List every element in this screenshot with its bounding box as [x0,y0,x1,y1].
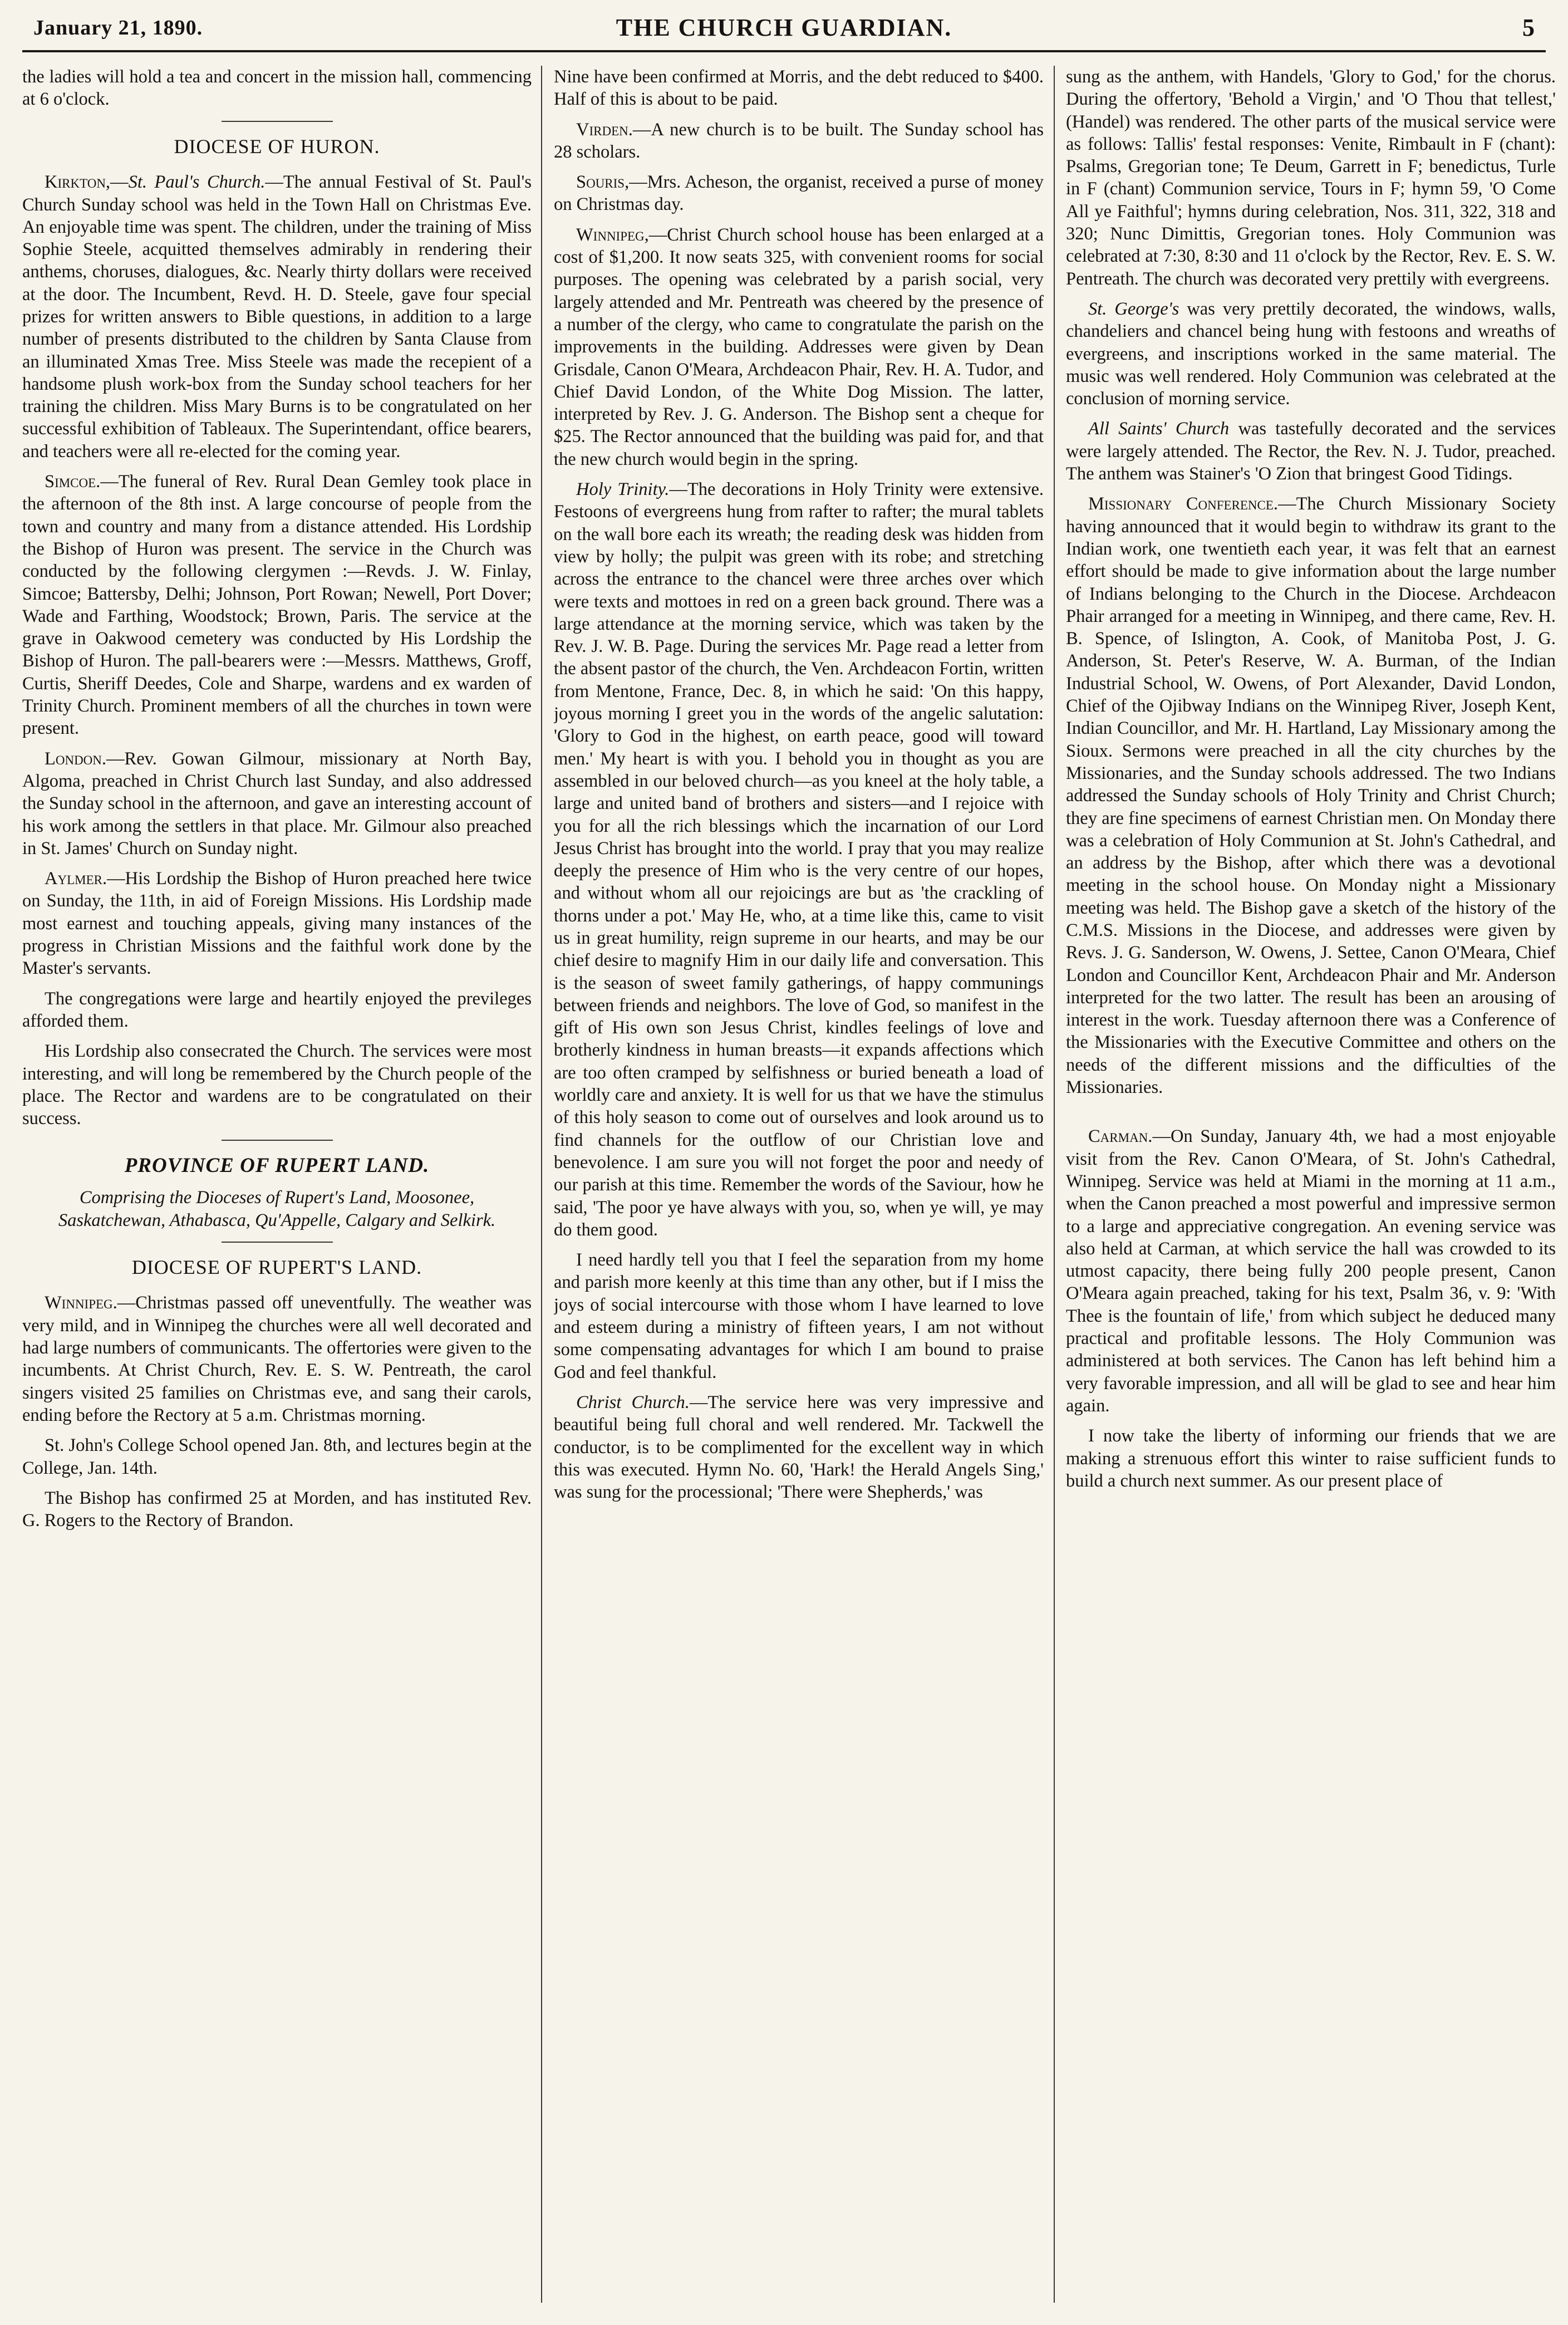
article-body: —Christ Church school house has been enlarged at a cost of $1,200. It now seats 325, with convenient rooms for social purposes. The opening was celebrated by a parish social, very largely attended and Mr. Pentreath was cheered by the presence of a number of the clergy, who came to congratulate the parish on the improvements in the building. Addresses were given by Dean Grisdale, Canon O'Meara, Archdeacon Phair, Rev. H. A. Tudor, and Chief David London, of the White Dog Mission. The latter, interpreted by Rev. J. G. Anderson. The Bishop sent a cheque for $25. The Rector announced that the building was paid for, and that the new church would begin in the spring. [554,224,1044,469]
article-paragraph: His Lordship also consecrated the Church. The services were most interesting, and will long be remembered by the Church people of the place. The Rector and wardens are to be congratulated on their success. [22,1041,532,1129]
place-lead: Aylmer. [45,869,107,889]
article-missionary-conference [1066,493,1556,1098]
article-paragraph: St. John's College School opened Jan. 8th, and lectures begin at the College, Jan. 14th. [22,1435,532,1478]
section-heading-huron: DIOCESE OF HURON. [174,135,380,158]
place-lead: Simcoe. [45,472,101,492]
church-name: Christ Church. [576,1392,690,1412]
place-lead: Souris, [576,172,630,193]
church-name: All Saints' Church [1088,419,1230,439]
column-gap [1066,1106,1556,1125]
church-name: Holy Trinity. [576,479,670,500]
article-paragraph: The Bishop has confirmed 25 at Morden, and has instituted Rev. G. Rogers to the Rectory of Brandon. [22,1488,532,1531]
column-2 [554,66,1044,2308]
column-rule [541,66,542,2303]
article-body: —The annual Festival of St. Paul's Church Sunday school was held in the Town Hall on Christmas Eve. An enjoyable time was spent. The children, under the training of Miss Sophie Steele, acquitted themselves admirably in rendering their anthems, choruses, dialogues, &c. Nearly thirty dollars were received at the door. The Incumbent, Revd. H. D. Steele, gave four special prizes for written answers to Bible questions, in addition to a large number of presents distributed to the children by Santa Clause from an illuminated Xmas Tree. Miss Steele was made the recepient of a handsome plush work-box from the Sunday school teachers for her training the children. Miss Mary Burns is to be congratulated on her successful exhibition of Tableaux. The Superintendant, office bearers, and teachers were all re-elected for the coming year. [22,172,532,462]
article-body: —His Lordship the Bishop of Huron preached here twice on Sunday, the 11th, in aid of Foreign Missions. His Lordship made most earnest and touching appeals, giving many instances of the progress in Christian Missions and the faithful work done by the Master's servants. [22,869,532,979]
place-lead: Winnipeg. [45,1293,117,1313]
article-body: was tastefully decorated and the services were largely attended. The Rector, the Rev. N. J. Tudor, preached. The anthem was Stainer's 'O Zion that bringest Good Tidings. [1066,419,1556,484]
article-body: —Christmas passed off uneventfully. The weather was very mild, and in Winnipeg the churches were all well decorated and had large numbers of communicants. The offertories were given to the incumbents. At Christ Church, Rev. E. S. W. Pentreath, the carol singers visited 25 families on Christmas eve, and sang their carols, ending before the Rectory at 5 a.m. Christmas morning. [22,1293,532,1425]
article-paragraph: I need hardly tell you that I feel the separation from my home and parish more keenly at this time than any other, but if I miss the joys of social intercourse with those whom I have learned to love and esteem during a ministry of fifteen years, I am not without some compensating advantages for which I am bound to praise God and feel thankful. [554,1250,1044,1382]
column-3 [1066,66,1556,2308]
section-heading-province: PROVINCE OF RUPERT LAND. [124,1154,430,1178]
article-body: —Rev. Gowan Gilmour, missionary at North Bay, Algoma, preached in Christ Church last Sunday, and also addressed the Sunday school in the afternoon, and gave an interesting account of his work among the settlers in that place. Mr. Gilmour also preached in St. James' Church on Sunday night. [22,748,532,859]
article-paragraph: The congregations were large and heartily enjoyed the previleges afforded them. [22,988,532,1031]
article-simcoe [22,470,532,740]
article-carman [1066,1125,1556,1417]
article-paragraph: sung as the anthem, with Handels, 'Glory to God,' for the chorus. During the offertory, 'Behold a Virgin,' and 'O Thou that tellest,' (Handel) was rendered. The other parts of the musical service were as follows: Tallis' festal responses: Venite, Rimbault in F (chant): Psalms, Gregorian tone; Te Deum, Garrett in F; benedictus, Turle in F (chant) Communion service, Tours in F; hymn 59, 'O Come All ye Faithful'; hymns during celebration, Nos. 311, 322, 318 and 320; Nunc Dimittis, Gregorian tones. Holy Communion was celebrated at 7:30, 8:30 and 11 o'clock by the Rector, Rev. E. S. W. Pentreath. The church was decorated very prettily with evergreens. [1066,67,1556,289]
article-body: —The service here was very impressive and beautiful being full choral and well rendered. Mr. Tackwell the conductor, is to be complimented for the excellent way in which this was executed. Hymn No. 60, 'Hark! the Herald Angels Sing,' was sung for the processional; 'There were Shepherds,' was [554,1392,1044,1503]
place-lead: Virden. [576,119,633,140]
article-paragraph: the ladies will hold a tea and concert in the mission hall, commencing at 6 o'clock. [22,67,532,110]
article-body: —On Sunday, January 4th, we had a most enjoyable visit from the Rev. Canon O'Meara, of St. John's Cathedral, Winnipeg. Service was held at Miami in the morning at 11 a.m., when the Canon preached a most powerful and impressive sermon to a large and appreciative congregation. An evening service was also held at Carman, at which service the hall was crowded to its utmost capacity, there being fully 200 people present, Canon O'Meara again preached, taking for his text, Psalm 36, v. 9: 'With Thee is the fountain of life,' from which subject he deduced many practical and profitable lessons. The Holy Communion was administered at both services. The Canon has left behind him a very favorable impression, and all will be glad to see and hear him again. [1066,1126,1556,1416]
article-paragraph: I now take the liberty of informing our friends that we are making a strenuous effort this winter to raise sufficient funds to build a church next summer. As our present place of [1066,1426,1556,1491]
article-body: —The decorations in Holy Trinity were extensive. Festoons of evergreens hung from rafter to rafter; the mural tablets on the wall bore each its wreath; the reading desk was hidden from view by holly; the pulpit was green with its robe; and stretching across the entrance to the chancel were three arches over which were texts and mottoes in red on a green back ground. There was a large attendance at the morning service, which was taken by the Rev. J. W. B. Page. During the services Mr. Page read a letter from the absent pastor of the church, the Ven. Archdeacon Fortin, written from Mentone, France, Dec. 8, in which he said: 'On this happy, joyous morning I greet you in the words of the angelic salutation: 'Glory to God in the highest, on earth peace, good will toward men.' My heart is with you. I behold you in thought as you are assembled in our beloved church—as you kneel at the holy table, a large and united band of brothers and sisters—and I rejoice with you for all the rich blessings which the incarnation of our Lord Jesus Christ has brought into the world. I pray that you may realize deeply the presence of Him who is the very centre of our hopes, and without whom all our rejoicings are but as 'the crackling of thorns under a pot.' May He, who, at a time like this, came to visit us in great humility, reign supreme in our hearts, and may be our chief desire to magnify Him in our daily life and conversation. This is the season of sweet family gatherings, of happy communings between friends and neighbors. The love of God, so manifest in the gift of His own son Jesus Christ, kindles feelings of love and brotherly kindness in human breasts—it expands affections which are too often cramped by selfishness or buried beneath a load of worldly care and anxiety. It is well for us that we have the stimulus of this holy season to come out of ourselves and look around us to find channels for the outflow of our Christian love and benevolence. I am sure you will not forget the poor and needy of our parish at this time. Remember the words of the Saviour, how he said, 'The poor ye have always with you, so, when ye will, ye may do them good. [554,479,1044,1240]
article-christ-church [554,1391,1044,1503]
column-1 [22,66,532,2308]
article-winnipeg [22,1292,532,1426]
page-header [22,6,1546,52]
place-lead: Missionary Conference. [1088,494,1279,514]
section-heading-ruperts-land: DIOCESE OF RUPERT'S LAND. [131,1255,422,1278]
column-rule [1054,66,1055,2303]
article-body: —The funeral of Rev. Rural Dean Gemley took place in the afternoon of the 8th inst. A large concourse of people from the town and country and many from a distance attended. His Lordship the Bishop of Huron was present. The service in the Church was conducted by the following clergymen :—Revds. J. W. Finlay, Simcoe; Battersby, Delhi; Johnson, Port Rowan; Newell, Port Dover; Wade and Farthing, Woodstock; Brown, Paris. The service at the grave in Oakwood cemetery was conducted by His Lordship the Bishop of Huron. The pall-bearers were :—Messrs. Matthews, Groff, Curtis, Sheriff Deedes, Cole and Sharpe, wardens and ex warden of Trinity Church. Prominent members of all the churches in town were present. [22,472,532,739]
church-name: St. Paul's Church. [128,172,266,193]
article-virden [554,119,1044,164]
place-lead: Carman. [1088,1126,1153,1147]
article-body: was very prettily decorated, the windows, walls, chandeliers and chancel being hung with festoons and wreaths of evergreens, and inscriptions worked in the same material. The music was well rendered. Holy Communion was celebrated at the conclusion of morning service. [1066,298,1556,409]
masthead-title: THE CHURCH GUARDIAN. [616,14,952,41]
article-body: —A new church is to be built. The Sunday school has 28 scholars. [554,119,1044,162]
church-name: St. George's [1088,298,1179,319]
article-body: —Mrs. Acheson, the organist, received a purse of money on Christmas day. [554,172,1044,215]
article-st-georges [1066,298,1556,410]
article-kirkton [22,171,532,463]
section-divider [222,121,333,122]
section-divider [222,1140,333,1141]
article-paragraph: Nine have been confirmed at Morris, and the debt reduced to $400. Half of this is about to be paid. [554,67,1044,110]
page-number: 5 [1522,14,1535,41]
issue-date: January 21, 1890. [33,16,203,40]
article-all-saints [1066,418,1556,485]
article-souris [554,171,1044,216]
place-lead: Winnipeg, [576,224,649,245]
province-subtitle: Comprising the Dioceses of Rupert's Land, Moosonee, Saskatchewan, Athabasca, Qu'Appelle, Calgary and Selkirk. [58,1188,496,1230]
place-lead: Kirkton,— [45,172,129,193]
article-london [22,748,532,860]
section-divider [222,1242,333,1243]
place-lead: London. [45,748,107,769]
article-holy-trinity [554,478,1044,1241]
article-body: —The Church Missionary Society having announced that it would begin to withdraw its grant to the Indian work, one twentieth each year, it was felt that an earnest effort should be made to give information about the large number of Indians belonging to the Church in the Diocese. Archdeacon Phair arranged for a meeting in Winnipeg, and there came, Rev. H. B. Spence, of Islington, A. Cook, of Manitoba Post, J. G. Anderson, St. Peter's Reserve, W. A. Burman, of the Indian Industrial School, W. Owens, of Port Alexander, David London, Chief of the Ojibway Indians on the Winnipeg River, Joseph Kent, Indian Councillor, and Mr. H. Hartland, Lay Missionary among the Sioux. Sermons were preached in all the city churches by the Missionaries, and the Sunday schools addressed. The two Indians addressed the Sunday schools of Holy Trinity and Christ Church; they are fine specimens of earnest Christian men. On Monday there was a celebration of Holy Communion at St. John's Cathedral, and an address by the Bishop, after which there was a devotional meeting in the school house. On Monday night a Missionary meeting was held. The Bishop gave a sketch of the history of the C.M.S. Missions in the Diocese, and addresses were given by Revs. J. G. Sanderson, W. Owens, J. Settee, Canon O'Meara, Chief London and Councillor Kent, Archdeacon Phair and Mr. Anderson interpreted for the two latter. The result has been an arousing of interest in the work. Tuesday afternoon there was a Conference of the Missionaries with the Executive Committee and others on the needs of the different missions and the difficulties of the Missionaries. [1066,494,1556,1098]
article-aylmer [22,867,532,979]
article-winnipeg-schoolhouse [554,224,1044,470]
